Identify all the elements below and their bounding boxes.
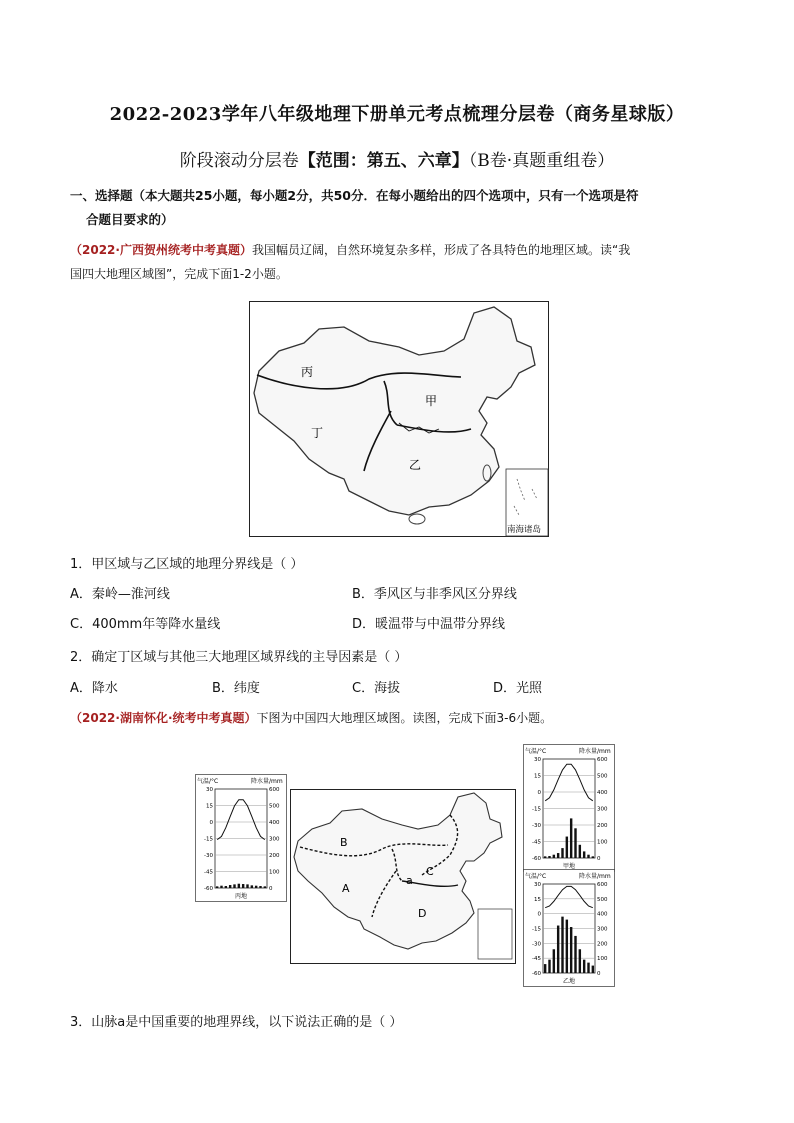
label-yi: 乙 bbox=[409, 458, 422, 472]
precip-bar bbox=[544, 856, 546, 858]
q1-option-a[interactable]: A．秦岭—淮河线 bbox=[70, 587, 170, 602]
precip-bar bbox=[583, 851, 585, 858]
precip-tick: 500 bbox=[597, 896, 608, 903]
source-tag-2: （2022·湖南怀化·统考中考真题） bbox=[70, 711, 257, 725]
precip-bar bbox=[233, 884, 235, 888]
precip-bar bbox=[238, 884, 240, 888]
document-title: 2022-2023学年八年级地理下册单元考点梳理分层卷（商务星球版） bbox=[109, 104, 685, 125]
precip-bar bbox=[553, 949, 555, 973]
precip-tick: 600 bbox=[269, 787, 280, 793]
precip-tick: 400 bbox=[269, 820, 280, 826]
precip-bar bbox=[246, 884, 248, 888]
precip-tick: 600 bbox=[597, 882, 608, 888]
precip-bar bbox=[557, 926, 559, 973]
precip-bar bbox=[216, 886, 218, 888]
precip-bar bbox=[587, 855, 589, 858]
precip-tick: 200 bbox=[597, 941, 608, 948]
precip-bar bbox=[225, 886, 227, 888]
precip-bar bbox=[557, 853, 559, 858]
temp-tick: -15 bbox=[532, 926, 541, 933]
q2-option-c[interactable]: C．海拔 bbox=[352, 681, 401, 696]
precip-bar bbox=[548, 960, 550, 973]
precip-tick: 100 bbox=[269, 869, 280, 876]
climate-chart-bing bbox=[195, 774, 287, 902]
temp-tick: 15 bbox=[534, 773, 541, 780]
section-heading bbox=[70, 184, 730, 232]
precip-tick: 0 bbox=[269, 886, 273, 892]
section-line-2: 合题目要求的） bbox=[86, 212, 174, 227]
temp-tick: -30 bbox=[204, 853, 213, 859]
intro-paragraph-1 bbox=[70, 238, 730, 286]
precip-bar bbox=[592, 966, 594, 973]
temp-tick: 30 bbox=[206, 787, 213, 793]
map2-label-mt: a bbox=[406, 874, 413, 887]
precip-bar bbox=[229, 885, 231, 888]
temp-tick: -30 bbox=[532, 941, 541, 948]
temp-tick: -45 bbox=[532, 956, 541, 963]
temp-axis-label: 气温/°C bbox=[525, 873, 547, 880]
precip-tick: 300 bbox=[269, 836, 280, 843]
intro1-text-2: 国四大地理区域图”，完成下面1-2小题。 bbox=[70, 267, 288, 281]
precip-bar bbox=[544, 964, 546, 973]
precip-tick: 200 bbox=[597, 823, 608, 829]
subtitle-range: 【范围：第五、六章】 bbox=[298, 151, 469, 171]
precip-bar bbox=[264, 886, 266, 888]
temp-tick: 15 bbox=[206, 803, 213, 810]
precip-bar bbox=[574, 828, 576, 858]
temp-tick: 0 bbox=[209, 820, 213, 826]
precip-bar bbox=[561, 848, 563, 858]
precip-axis-label: 降水量/mm bbox=[251, 778, 283, 785]
precip-bar bbox=[553, 855, 555, 858]
precip-bar bbox=[570, 818, 572, 858]
precip-tick: 300 bbox=[597, 806, 608, 813]
q1-option-d[interactable]: D．暖温带与中温带分界线 bbox=[352, 617, 506, 632]
map2-label-d: D bbox=[418, 907, 427, 920]
q1-option-b[interactable]: B．季风区与非季风区分界线 bbox=[352, 587, 517, 602]
temp-axis-label: 气温/°C bbox=[525, 748, 547, 755]
precip-bar bbox=[566, 837, 568, 858]
precip-bar bbox=[242, 884, 244, 888]
label-bing: 丙 bbox=[301, 365, 314, 379]
precip-bar bbox=[251, 885, 253, 888]
q2-option-a[interactable]: A．降水 bbox=[70, 681, 118, 696]
temp-tick: -60 bbox=[532, 856, 541, 862]
q3-stem: 3．山脉a是中国重要的地理界线，以下说法正确的是（ ） bbox=[70, 1015, 403, 1030]
intro2-text: 下图为中国四大地理区域图。读图，完成下面3-6小题。 bbox=[256, 711, 553, 725]
precip-tick: 100 bbox=[597, 839, 608, 846]
precip-tick: 600 bbox=[597, 757, 608, 763]
precip-bar bbox=[220, 886, 222, 888]
precip-tick: 0 bbox=[597, 971, 601, 977]
precip-tick: 200 bbox=[269, 853, 280, 859]
precip-bar bbox=[583, 960, 585, 973]
q1-option-c[interactable]: C．400mm年等降水量线 bbox=[70, 617, 221, 632]
precip-bar bbox=[574, 936, 576, 973]
source-tag-1: （2022·广西贺州统考中考真题） bbox=[70, 243, 252, 257]
section-line-1: 一、选择题（本大题共25小题，每小题2分，共50分．在每小题给出的四个选项中，只有一个选项是符 bbox=[70, 188, 639, 203]
temp-tick: 0 bbox=[537, 790, 541, 796]
precip-bar bbox=[561, 917, 563, 973]
precip-tick: 500 bbox=[269, 803, 280, 810]
q1-stem: 1．甲区域与乙区域的地理分界线是（ ） bbox=[70, 557, 304, 572]
label-ding: 丁 bbox=[311, 426, 324, 440]
q2-option-d[interactable]: D．光照 bbox=[493, 681, 543, 696]
climate-chart-name: 丙地 bbox=[234, 893, 248, 900]
precip-bar bbox=[579, 845, 581, 858]
precip-bar bbox=[592, 856, 594, 858]
temp-tick: -15 bbox=[532, 806, 541, 813]
precip-bar bbox=[548, 856, 550, 858]
temp-tick: 30 bbox=[534, 757, 541, 763]
climate-chart-jia bbox=[523, 744, 615, 872]
q2-option-b[interactable]: B．纬度 bbox=[212, 681, 260, 696]
precip-tick: 400 bbox=[597, 790, 608, 796]
subtitle-prefix: 阶段滚动分层卷 bbox=[179, 151, 299, 171]
precip-bar bbox=[566, 920, 568, 973]
climate-chart-name: 乙地 bbox=[562, 978, 576, 985]
china-regions-map bbox=[249, 301, 549, 537]
precip-bar bbox=[255, 886, 257, 888]
inset-label: 南海诸岛 bbox=[507, 525, 542, 535]
temp-tick: -60 bbox=[532, 971, 541, 977]
temp-axis-label: 气温/°C bbox=[197, 778, 219, 785]
climate-chart-yi bbox=[523, 869, 615, 987]
temp-tick: -45 bbox=[532, 839, 541, 846]
label-jia: 甲 bbox=[425, 394, 438, 408]
precip-axis-label: 降水量/mm bbox=[579, 748, 611, 755]
precip-bar bbox=[259, 886, 261, 888]
map2-label-c: C bbox=[426, 865, 434, 878]
map2-label-a: A bbox=[342, 882, 350, 895]
temp-tick: 15 bbox=[534, 896, 541, 903]
precip-tick: 300 bbox=[597, 926, 608, 933]
precip-tick: 0 bbox=[597, 856, 601, 862]
temp-tick: -15 bbox=[204, 836, 213, 843]
precip-tick: 100 bbox=[597, 956, 608, 963]
china-regions-map-2 bbox=[290, 789, 516, 964]
precip-tick: 500 bbox=[597, 773, 608, 780]
precip-tick: 400 bbox=[597, 911, 608, 918]
document-subtitle bbox=[0, 146, 794, 171]
precip-bar bbox=[570, 927, 572, 973]
temp-tick: -45 bbox=[204, 869, 213, 876]
temp-tick: 0 bbox=[537, 911, 541, 918]
q2-stem: 2．确定丁区域与其他三大地理区域界线的主导因素是（ ） bbox=[70, 650, 408, 665]
intro1-text-1: 我国幅员辽阔，自然环境复杂多样，形成了各具特色的地理区域。读“我 bbox=[251, 243, 631, 257]
precip-bar bbox=[587, 963, 589, 973]
temp-tick: 30 bbox=[534, 882, 541, 888]
temp-tick: -60 bbox=[204, 886, 213, 892]
intro-paragraph-2 bbox=[70, 706, 730, 730]
climate-chart-name: 甲地 bbox=[562, 863, 576, 870]
precip-bar bbox=[579, 949, 581, 973]
subtitle-suffix: （B卷·真题重组卷） bbox=[468, 151, 615, 171]
temp-tick: -30 bbox=[532, 823, 541, 829]
map2-label-b: B bbox=[340, 836, 348, 849]
precip-axis-label: 降水量/mm bbox=[579, 873, 611, 880]
